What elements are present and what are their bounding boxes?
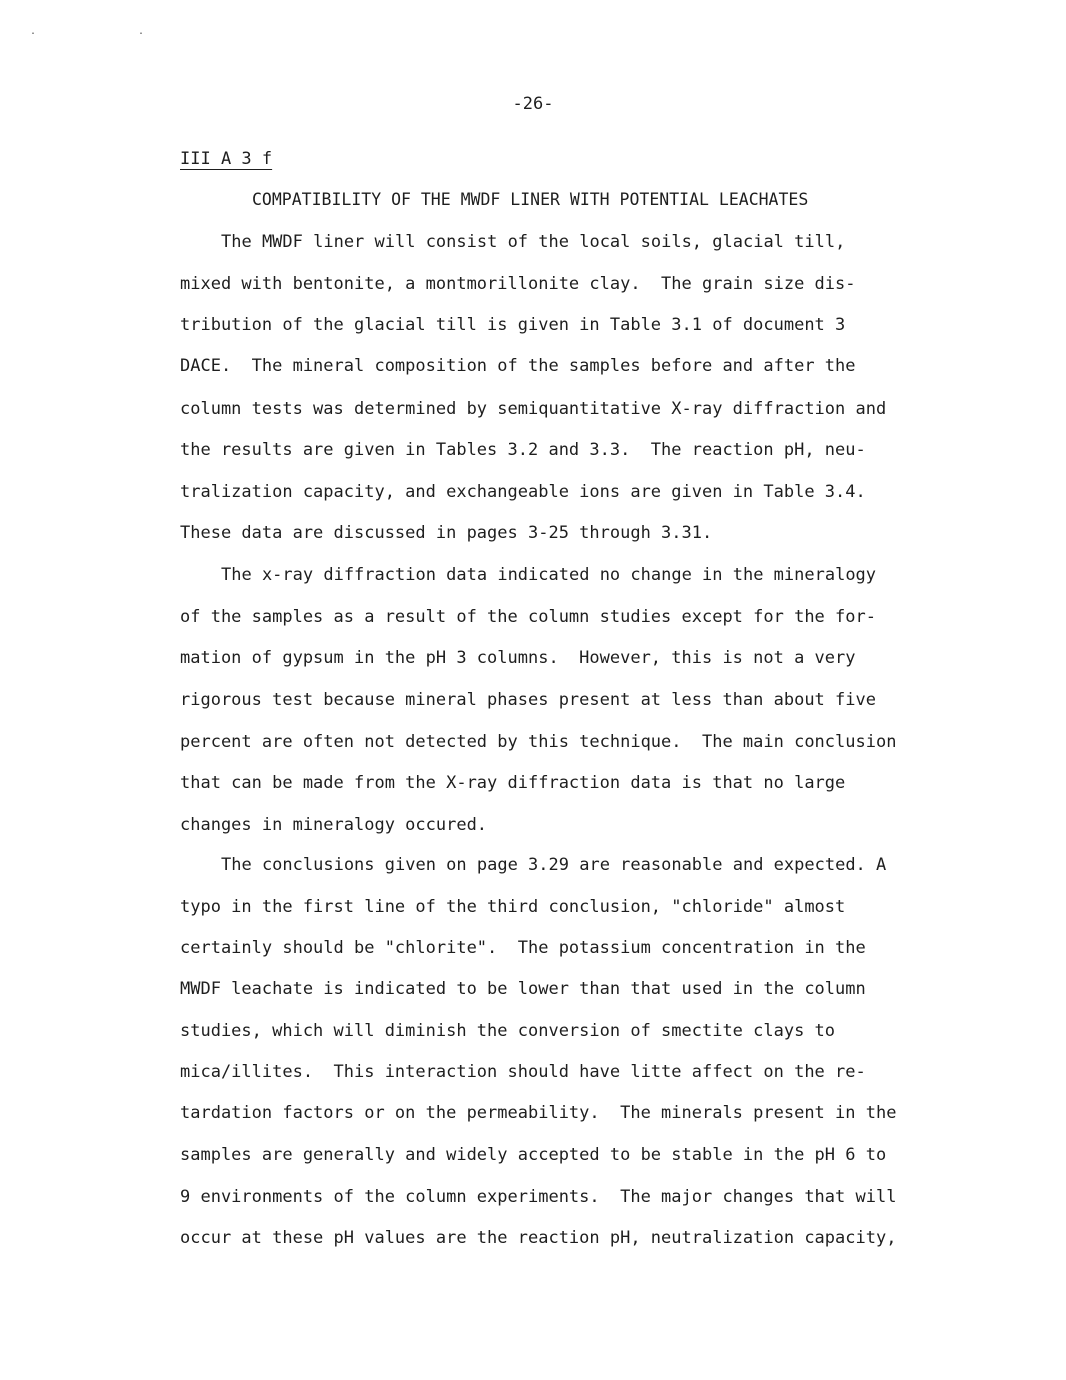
paragraph-2-line: changes in mineralogy occured.: [180, 815, 488, 835]
paragraph-3-line: samples are generally and widely accepted to be stable in the pH 6 to: [180, 1145, 887, 1165]
paragraph-3-line: 9 environments of the column experiments. The major changes that will: [180, 1187, 897, 1207]
paragraph-3-line: certainly should be "chlorite". The potassium concentration in the: [180, 938, 866, 958]
paragraph-3-line: occur at these pH values are the reaction pH, neutralization capacity,: [180, 1228, 897, 1248]
page-number: -26-: [512, 94, 554, 114]
paragraph-3-line: mica/illites. This interaction should have litte affect on the re-: [180, 1062, 866, 1082]
section-heading: COMPATIBILITY OF THE MWDF LINER WITH POTENTIAL LEACHATES: [252, 190, 809, 209]
paragraph-2-line: mation of gypsum in the pH 3 columns. However, this is not a very: [180, 648, 856, 668]
paragraph-1-line: the results are given in Tables 3.2 and 3.3. The reaction pH, neu-: [180, 440, 866, 460]
paragraph-1-line: column tests was determined by semiquantitative X-ray diffraction and: [180, 399, 887, 419]
paragraph-1-line: tribution of the glacial till is given in Table 3.1 of document 3: [180, 315, 846, 335]
paragraph-3-line: tardation factors or on the permeability. The minerals present in the: [180, 1103, 897, 1123]
paragraph-3-line: The conclusions given on page 3.29 are reasonable and expected. A: [221, 855, 887, 875]
paragraph-1-line: These data are discussed in pages 3-25 through 3.31.: [180, 523, 713, 543]
paragraph-3-line: studies, which will diminish the conversion of smectite clays to: [180, 1021, 836, 1041]
paragraph-1-line: tralization capacity, and exchangeable ions are given in Table 3.4.: [180, 482, 866, 502]
section-id: III A 3 f: [180, 149, 273, 169]
paragraph-1-line: DACE. The mineral composition of the samples before and after the: [180, 356, 856, 376]
scan-specks: . .: [30, 26, 193, 37]
paragraph-2-line: rigorous test because mineral phases present at less than about five: [180, 690, 876, 710]
paragraph-2-line: that can be made from the X-ray diffraction data is that no large: [180, 773, 846, 793]
paragraph-1-line: mixed with bentonite, a montmorillonite clay. The grain size dis-: [180, 274, 856, 294]
paragraph-3-line: MWDF leachate is indicated to be lower than that used in the column: [180, 979, 866, 999]
paragraph-2-line: The x-ray diffraction data indicated no change in the mineralogy: [221, 565, 877, 585]
paragraph-2-line: of the samples as a result of the column studies except for the for-: [180, 607, 876, 627]
paragraph-1-line: The MWDF liner will consist of the local soils, glacial till,: [221, 232, 846, 252]
paragraph-3-line: typo in the first line of the third conclusion, "chloride" almost: [180, 897, 846, 917]
paragraph-2-line: percent are often not detected by this technique. The main conclusion: [180, 732, 897, 752]
